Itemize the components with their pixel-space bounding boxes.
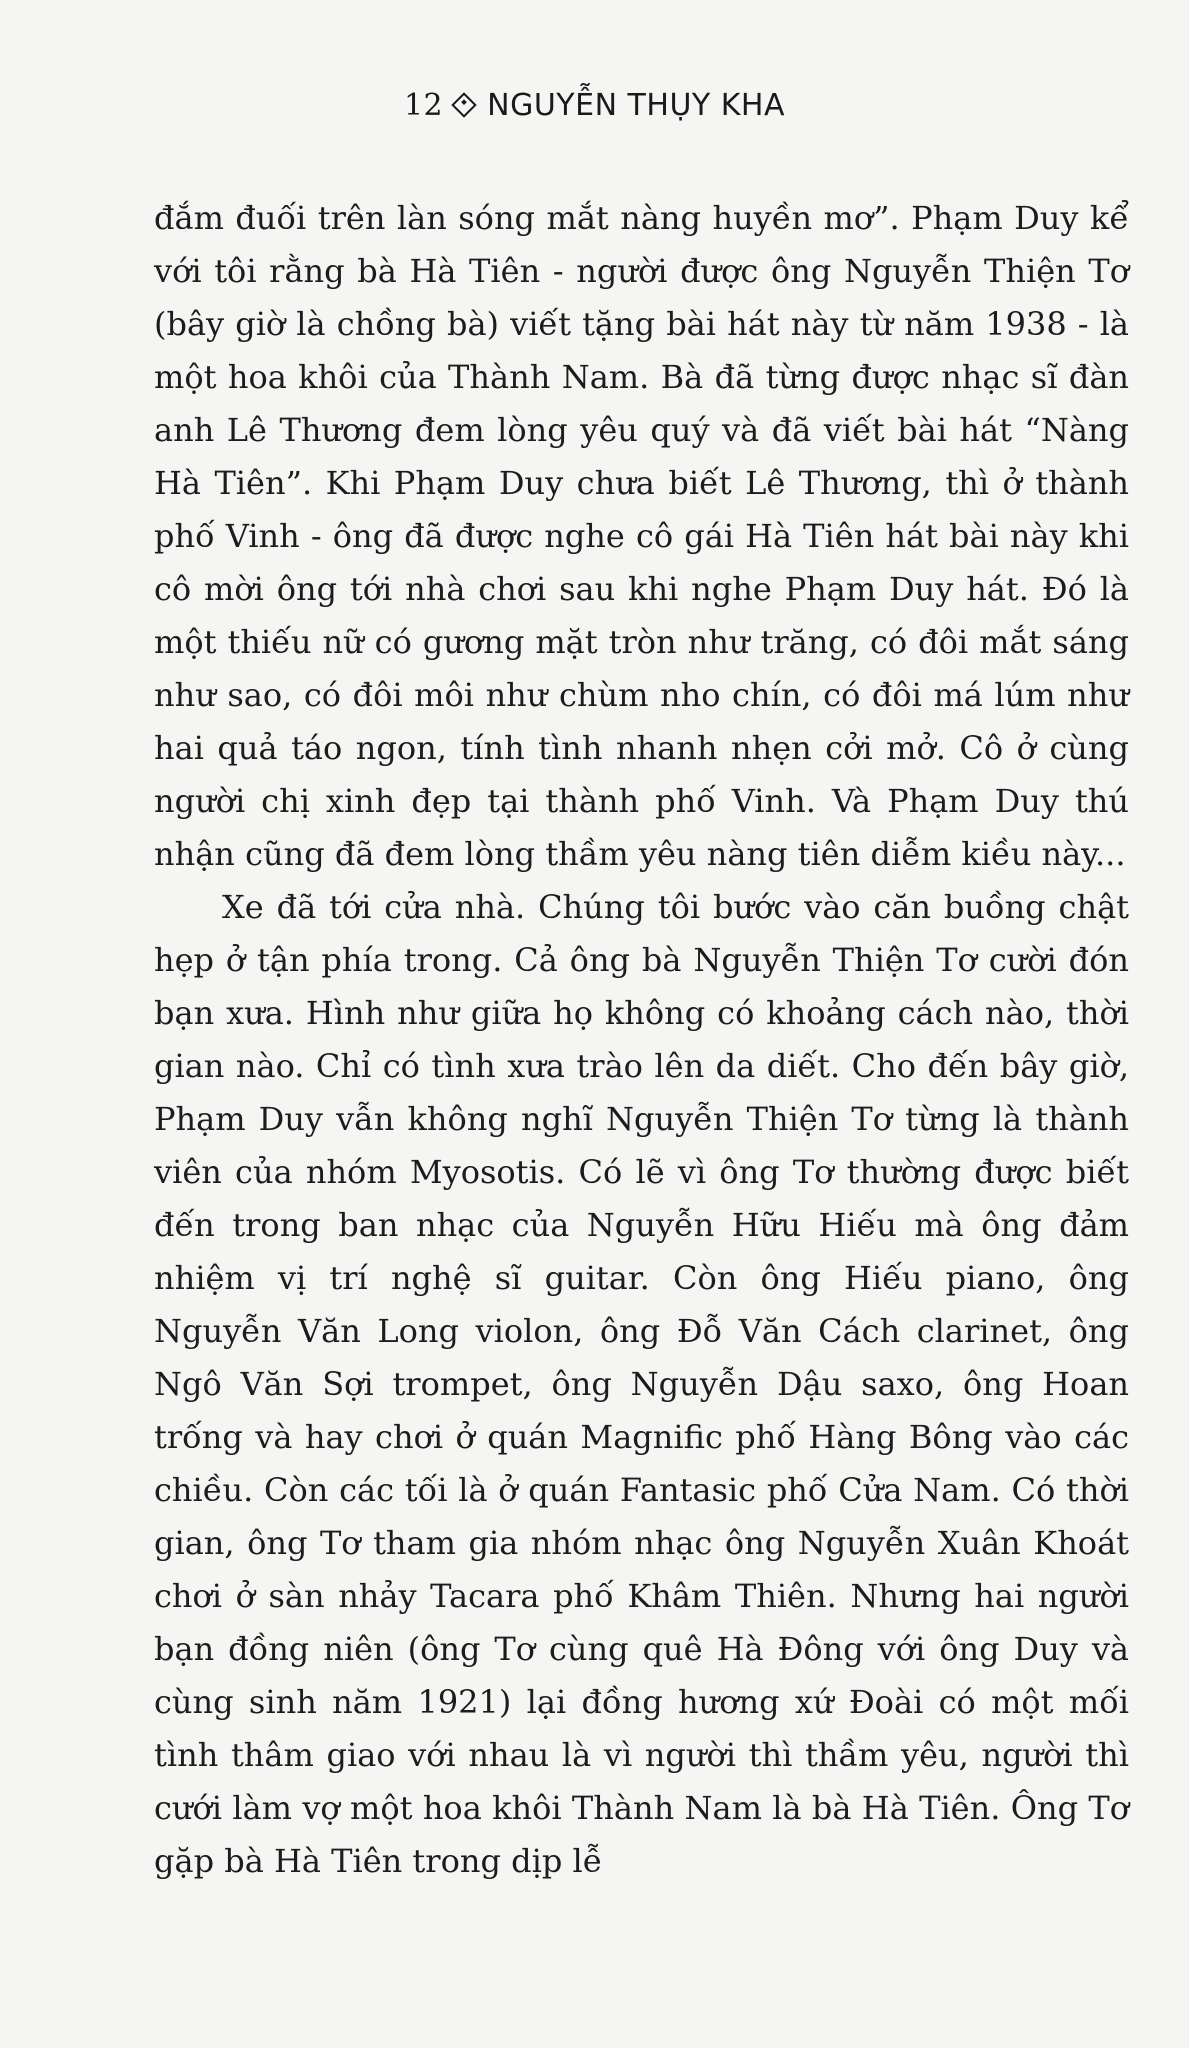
running-header — [0, 88, 1189, 123]
author-name: NGUYỄN THỤY KHA — [487, 88, 786, 123]
body-text — [154, 192, 1129, 1888]
diamond-ornament-icon — [451, 92, 476, 117]
paragraph-continued: đắm đuối trên làn sóng mắt nàng huyền mơ”. Phạm Duy kể với tôi rằng bà Hà Tiên - người được ông Nguyễn Thiện Tơ (bây giờ là chồng bà) viết tặng bài hát này từ năm 1938 - là một hoa khôi của Thành Nam. Bà đã từng được nhạc sĩ đàn anh Lê Thương đem lòng yêu quý và đã viết bài hát “Nàng Hà Tiên”. Khi Phạm Duy chưa biết Lê Thương, thì ở thành phố Vinh - ông đã được nghe cô gái Hà Tiên hát bài này khi cô mời ông tới nhà chơi sau khi nghe Phạm Duy hát. Đó là một thiếu nữ có gương mặt tròn như trăng, có đôi mắt sáng như sao, có đôi môi như chùm nho chín, có đôi má lúm như hai quả táo ngon, tính tình nhanh nhẹn cởi mở. Cô ở cùng người chị xinh đẹp tại thành phố Vinh. Và Phạm Duy thú nhận cũng đã đem lòng thầm yêu nàng tiên diễm kiều này... — [154, 199, 1129, 873]
paragraph: Xe đã tới cửa nhà. Chúng tôi bước vào căn buồng chật hẹp ở tận phía trong. Cả ông bà Nguyễn Thiện Tơ cười đón bạn xưa. Hình như giữa họ không có khoảng cách nào, thời gian nào. Chỉ có tình xưa trào lên da diết. Cho đến bây giờ, Phạm Duy vẫn không nghĩ Nguyễn Thiện Tơ từng là thành viên của nhóm Myosotis. Có lẽ vì ông Tơ thường được biết đến trong ban nhạc của Nguyễn Hữu Hiếu mà ông đảm nhiệm vị trí nghệ sĩ guitar. Còn ông Hiếu piano, ông Nguyễn Văn Long violon, ông Đỗ Văn Cách clarinet, ông Ngô Văn Sợi trompet, ông Nguyễn Dậu saxo, ông Hoan trống và hay chơi ở quán Magnific phố Hàng Bông vào các chiều. Còn các tối là ở quán Fantasic phố Cửa Nam. Có thời gian, ông Tơ tham gia nhóm nhạc ông Nguyễn Xuân Khoát chơi ở sàn nhảy Tacara phố Khâm Thiên. Nhưng hai người bạn đồng niên (ông Tơ cùng quê Hà Đông với ông Duy và cùng sinh năm 1921) lại đồng hương xứ Đoài có một mối tình thâm giao với nhau là vì người thì thầm yêu, người thì cưới làm vợ một hoa khôi Thành Nam là bà Hà Tiên. Ông Tơ gặp bà Hà Tiên trong dịp lễ — [154, 888, 1129, 1880]
page-number: 12 — [403, 88, 444, 123]
